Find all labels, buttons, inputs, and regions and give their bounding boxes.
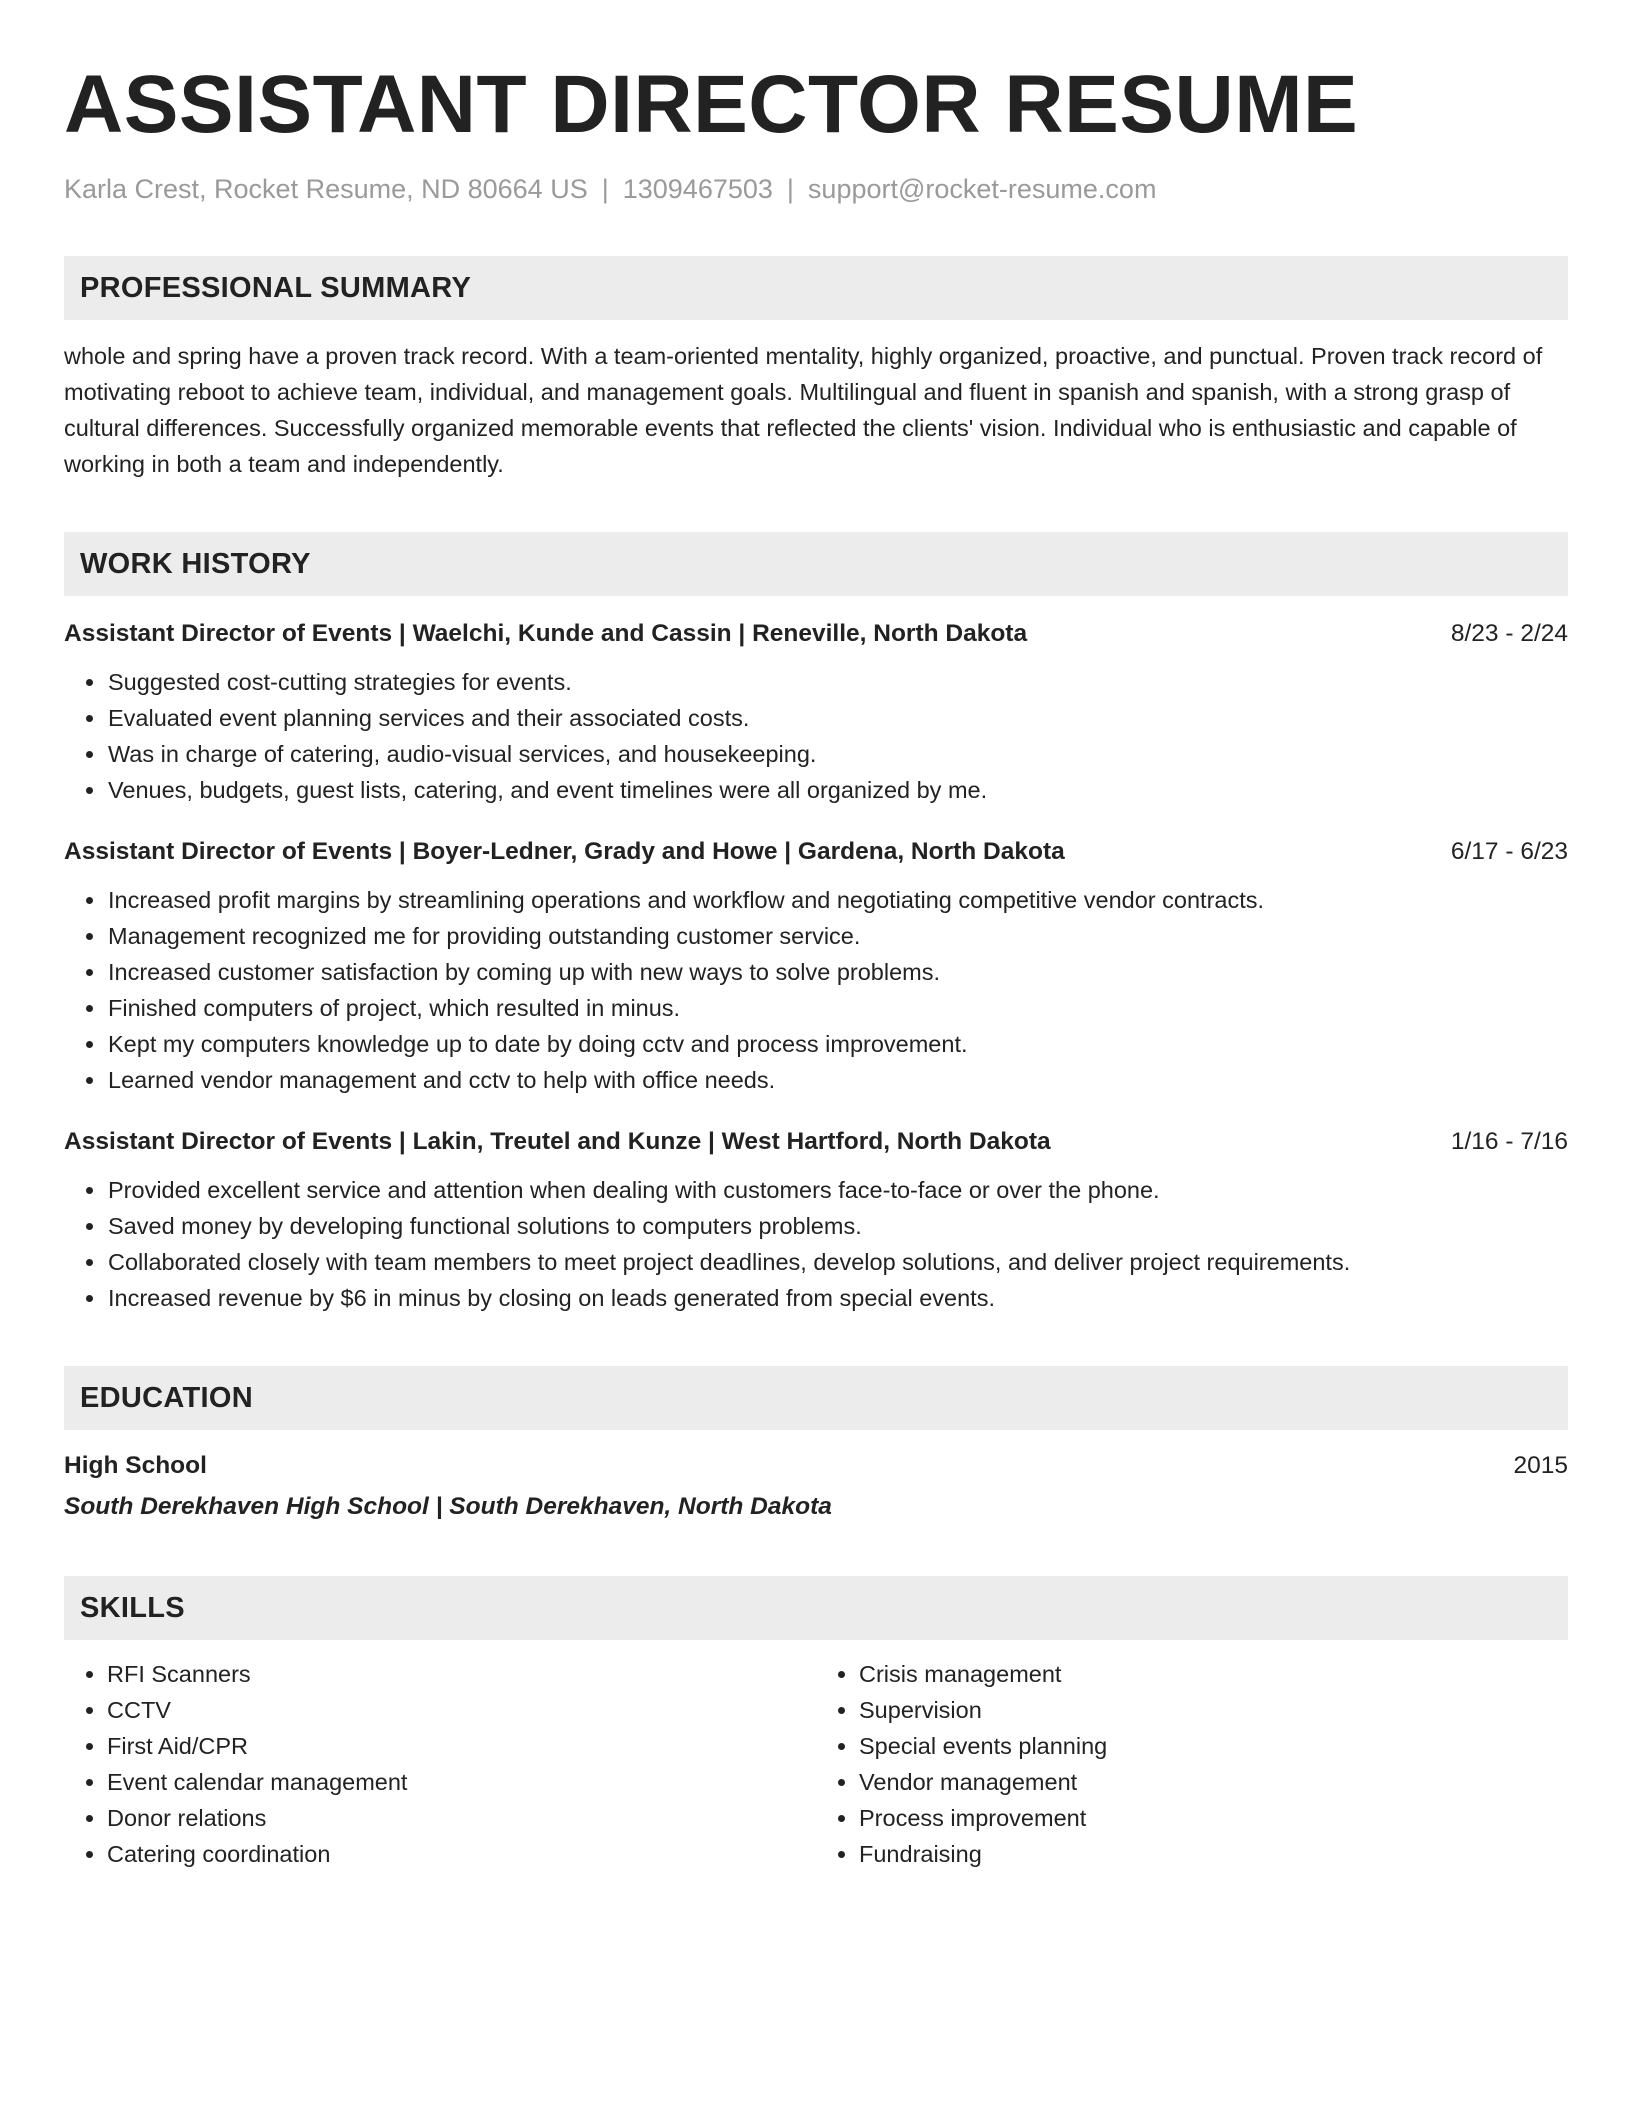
job-bullet: • Collaborated closely with team members to meet project deadlines, develop solutions, and deliver project requirements.	[107, 1244, 1568, 1280]
job-bullet: • Provided excellent service and attention when dealing with customers face-to-face or over the phone.	[107, 1172, 1568, 1208]
job-bullet: • Venues, budgets, guest lists, catering, and event timelines were all organized by me.	[107, 772, 1568, 808]
section-header-summary: PROFESSIONAL SUMMARY	[64, 256, 1568, 320]
skill-item: • Fundraising	[859, 1836, 1568, 1872]
education-year: 2015	[1513, 1452, 1568, 1479]
education-header	[64, 1448, 1568, 1484]
skills-list	[64, 1656, 1568, 1872]
job-bullets	[64, 664, 1568, 808]
job-bullet: • Kept my computers knowledge up to date by doing cctv and process improvement.	[107, 1026, 1568, 1062]
skill-item: • Supervision	[859, 1692, 1568, 1728]
education-entry	[64, 1448, 1568, 1526]
resume-title: ASSISTANT DIRECTOR RESUME	[64, 59, 1359, 150]
job-bullet: • Finished computers of project, which resulted in minus.	[107, 990, 1568, 1026]
skill-item: • RFI Scanners	[107, 1656, 816, 1692]
job-header	[64, 1124, 1568, 1160]
contact-separator: |	[786, 174, 794, 204]
contact-email: support@rocket-resume.com	[807, 174, 1157, 204]
job-bullet: • Increased customer satisfaction by coming up with new ways to solve problems.	[107, 954, 1568, 990]
job-header	[64, 834, 1568, 870]
job-entry	[64, 834, 1568, 1098]
job-dates: 8/23 - 2/24	[1450, 620, 1568, 647]
skills-column-left	[64, 1656, 816, 1872]
job-title: Assistant Director of Events | Lakin, Treutel and Kunze | West Hartford, North Dakota	[64, 1128, 1051, 1155]
job-header	[64, 616, 1568, 652]
summary-text: whole and spring have a proven track record. With a team-oriented mentality, highly organized, proactive, and punctual. Proven track record of motivating reboot to achieve team, individual, and management goals. Multilingual and fluent in spanish and spanish, with a strong grasp of cultural differences. Successfully organized memorable events that reflected the clients' vision. Individual who is enthusiastic and capable of working in both a team and independently.	[64, 343, 1543, 477]
job-bullet: • Increased revenue by $6 in minus by closing on leads generated from special events.	[107, 1280, 1568, 1316]
skill-item: • CCTV	[107, 1692, 816, 1728]
job-bullets	[64, 1172, 1568, 1316]
contact-separator: |	[601, 174, 609, 204]
section-header-education: EDUCATION	[64, 1366, 1568, 1430]
skill-item: • First Aid/CPR	[107, 1728, 816, 1764]
job-bullet: • Learned vendor management and cctv to help with office needs.	[107, 1062, 1568, 1098]
skill-item: • Event calendar management	[107, 1764, 816, 1800]
skill-item: • Crisis management	[859, 1656, 1568, 1692]
job-bullet: • Saved money by developing functional solutions to computers problems.	[107, 1208, 1568, 1244]
job-bullet: • Increased profit margins by streamlining operations and workflow and negotiating competitive vendor contracts.	[107, 882, 1568, 918]
job-bullets	[64, 882, 1568, 1098]
job-title: Assistant Director of Events | Waelchi, Kunde and Cassin | Reneville, North Dakota	[64, 620, 1028, 647]
job-entry	[64, 1124, 1568, 1316]
job-bullet: • Suggested cost-cutting strategies for events.	[107, 664, 1568, 700]
job-dates: 6/17 - 6/23	[1450, 838, 1568, 865]
skill-item: • Process improvement	[859, 1800, 1568, 1836]
education-school: South Derekhaven High School | South Derekhaven, North Dakota	[64, 1493, 832, 1520]
skills-column-right	[816, 1656, 1568, 1872]
skill-item: • Vendor management	[859, 1764, 1568, 1800]
education-degree: High School	[64, 1452, 207, 1479]
contact-phone: 1309467503	[622, 174, 773, 204]
job-bullet: • Evaluated event planning services and their associated costs.	[107, 700, 1568, 736]
job-bullet: • Was in charge of catering, audio-visual services, and housekeeping.	[107, 736, 1568, 772]
job-dates: 1/16 - 7/16	[1450, 1128, 1568, 1155]
section-header-work-history: WORK HISTORY	[64, 532, 1568, 596]
skill-item: • Catering coordination	[107, 1836, 816, 1872]
job-title: Assistant Director of Events | Boyer-Ledner, Grady and Howe | Gardena, North Dakota	[64, 838, 1065, 865]
contact-address: Karla Crest, Rocket Resume, ND 80664 US	[64, 174, 588, 204]
section-header-skills: SKILLS	[64, 1576, 1568, 1640]
job-bullet: • Management recognized me for providing outstanding customer service.	[107, 918, 1568, 954]
job-entry	[64, 616, 1568, 808]
contact-line	[64, 172, 1568, 206]
skill-item: • Donor relations	[107, 1800, 816, 1836]
skill-item: • Special events planning	[859, 1728, 1568, 1764]
